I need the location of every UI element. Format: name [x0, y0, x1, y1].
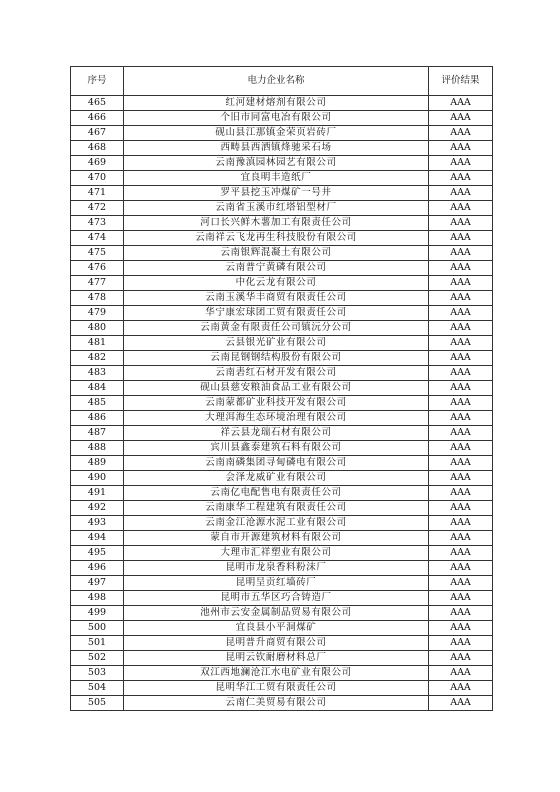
header-rating-result: 评价结果 [429, 67, 493, 96]
table-row [71, 291, 493, 306]
cell-serial-number: 467 [71, 126, 124, 141]
cell-company-name: 双江西地澜沧江水电矿业有限公司 [124, 666, 429, 681]
table-row [71, 486, 493, 501]
cell-company-name: 砚山县江那镇金荣页岩砖厂 [124, 126, 429, 141]
cell-company-name: 云县银光矿业有限公司 [124, 336, 429, 351]
cell-rating: AAA [429, 186, 493, 201]
cell-serial-number: 484 [71, 381, 124, 396]
cell-rating: AAA [429, 141, 493, 156]
cell-company-name: 罗平县挖玉冲煤矿一号井 [124, 186, 429, 201]
cell-rating: AAA [429, 651, 493, 666]
cell-company-name: 云南祥云飞龙再生科技股份有限公司 [124, 231, 429, 246]
cell-company-name: 云南银辉混凝土有限公司 [124, 246, 429, 261]
cell-serial-number: 502 [71, 651, 124, 666]
cell-serial-number: 492 [71, 501, 124, 516]
cell-company-name: 云南蒙都矿业科技开发有限公司 [124, 396, 429, 411]
cell-rating: AAA [429, 246, 493, 261]
table-row [71, 141, 493, 156]
cell-company-name: 云南豫滇园林园艺有限公司 [124, 156, 429, 171]
cell-serial-number: 479 [71, 306, 124, 321]
cell-rating: AAA [429, 471, 493, 486]
cell-rating: AAA [429, 276, 493, 291]
table-row [71, 336, 493, 351]
table-row [71, 591, 493, 606]
cell-serial-number: 495 [71, 546, 124, 561]
table-row [71, 126, 493, 141]
credit-rating-table [70, 66, 493, 711]
table-row [71, 201, 493, 216]
cell-company-name: 个旧市同富电冶有限公司 [124, 111, 429, 126]
cell-rating: AAA [429, 336, 493, 351]
cell-serial-number: 471 [71, 186, 124, 201]
table-row [71, 111, 493, 126]
cell-company-name: 大理洱海生态环境治理有限公司 [124, 411, 429, 426]
cell-rating: AAA [429, 636, 493, 651]
cell-rating: AAA [429, 411, 493, 426]
cell-serial-number: 490 [71, 471, 124, 486]
table-row [71, 561, 493, 576]
cell-company-name: 云南南磷集团寻甸磷电有限公司 [124, 456, 429, 471]
cell-rating: AAA [429, 456, 493, 471]
cell-serial-number: 499 [71, 606, 124, 621]
cell-rating: AAA [429, 591, 493, 606]
cell-rating: AAA [429, 381, 493, 396]
table-row [71, 456, 493, 471]
cell-company-name: 云南普宁黄磷有限公司 [124, 261, 429, 276]
cell-serial-number: 483 [71, 366, 124, 381]
cell-company-name: 红河建材熔剂有限公司 [124, 96, 429, 111]
cell-serial-number: 485 [71, 396, 124, 411]
cell-company-name: 云南金江沧源水泥工业有限公司 [124, 516, 429, 531]
table-row [71, 246, 493, 261]
table-row [71, 156, 493, 171]
cell-serial-number: 503 [71, 666, 124, 681]
cell-company-name: 华宁康宏球团工贸有限责任公司 [124, 306, 429, 321]
cell-serial-number: 497 [71, 576, 124, 591]
table-row [71, 546, 493, 561]
cell-company-name: 西畴县西洒镇烽驰采石场 [124, 141, 429, 156]
table-row [71, 576, 493, 591]
cell-rating: AAA [429, 351, 493, 366]
table-row [71, 366, 493, 381]
cell-rating: AAA [429, 681, 493, 696]
cell-rating: AAA [429, 231, 493, 246]
cell-rating: AAA [429, 426, 493, 441]
table-row [71, 501, 493, 516]
cell-rating: AAA [429, 126, 493, 141]
table-row [71, 636, 493, 651]
cell-company-name: 河口长兴鲜木薯加工有限责任公司 [124, 216, 429, 231]
cell-serial-number: 468 [71, 141, 124, 156]
cell-serial-number: 474 [71, 231, 124, 246]
header-company-name: 电力企业名称 [124, 67, 429, 96]
table-row [71, 171, 493, 186]
cell-company-name: 祥云县龙瑞石材有限公司 [124, 426, 429, 441]
cell-rating: AAA [429, 216, 493, 231]
cell-rating: AAA [429, 621, 493, 636]
cell-company-name: 云南康华工程建筑有限责任公司 [124, 501, 429, 516]
cell-serial-number: 482 [71, 351, 124, 366]
table-row [71, 231, 493, 246]
cell-rating: AAA [429, 561, 493, 576]
cell-company-name: 昆明市龙泉香料粉沫厂 [124, 561, 429, 576]
cell-company-name: 昆明华江工贸有限责任公司 [124, 681, 429, 696]
cell-serial-number: 494 [71, 531, 124, 546]
cell-rating: AAA [429, 171, 493, 186]
cell-company-name: 宾川县鑫泰建筑石料有限公司 [124, 441, 429, 456]
cell-serial-number: 478 [71, 291, 124, 306]
cell-rating: AAA [429, 261, 493, 276]
cell-serial-number: 498 [71, 591, 124, 606]
cell-serial-number: 501 [71, 636, 124, 651]
cell-serial-number: 470 [71, 171, 124, 186]
cell-company-name: 云南仁美贸易有限公司 [124, 696, 429, 711]
table-header-row [71, 67, 493, 96]
table-row [71, 321, 493, 336]
table-row [71, 531, 493, 546]
cell-serial-number: 488 [71, 441, 124, 456]
cell-rating: AAA [429, 291, 493, 306]
cell-rating: AAA [429, 501, 493, 516]
cell-company-name: 中化云龙有限公司 [124, 276, 429, 291]
cell-company-name: 宜良明丰造纸厂 [124, 171, 429, 186]
cell-company-name: 昆明普升商贸有限公司 [124, 636, 429, 651]
cell-rating: AAA [429, 156, 493, 171]
table-body [71, 96, 493, 711]
cell-serial-number: 496 [71, 561, 124, 576]
cell-rating: AAA [429, 606, 493, 621]
cell-serial-number: 473 [71, 216, 124, 231]
cell-company-name: 池州市云安金属制品贸易有限公司 [124, 606, 429, 621]
cell-serial-number: 481 [71, 336, 124, 351]
cell-serial-number: 476 [71, 261, 124, 276]
table-row [71, 681, 493, 696]
cell-serial-number: 493 [71, 516, 124, 531]
cell-serial-number: 475 [71, 246, 124, 261]
cell-company-name: 云南玉溪华丰商贸有限责任公司 [124, 291, 429, 306]
cell-rating: AAA [429, 321, 493, 336]
cell-rating: AAA [429, 486, 493, 501]
cell-rating: AAA [429, 441, 493, 456]
cell-rating: AAA [429, 366, 493, 381]
cell-company-name: 会泽龙威矿业有限公司 [124, 471, 429, 486]
cell-company-name: 宜良县小平洞煤矿 [124, 621, 429, 636]
cell-company-name: 云南砉红石材开发有限公司 [124, 366, 429, 381]
cell-company-name: 大理市汇祥塑业有限公司 [124, 546, 429, 561]
cell-rating: AAA [429, 576, 493, 591]
table-row [71, 651, 493, 666]
cell-company-name: 蒙自市开源建筑材料有限公司 [124, 531, 429, 546]
cell-rating: AAA [429, 306, 493, 321]
table-row [71, 426, 493, 441]
table-row [71, 516, 493, 531]
cell-serial-number: 480 [71, 321, 124, 336]
table-row [71, 276, 493, 291]
cell-serial-number: 487 [71, 426, 124, 441]
cell-company-name: 昆明呈贡红墙砖厂 [124, 576, 429, 591]
cell-company-name: 昆明云钦耐磨材料总厂 [124, 651, 429, 666]
cell-rating: AAA [429, 396, 493, 411]
cell-rating: AAA [429, 546, 493, 561]
cell-serial-number: 500 [71, 621, 124, 636]
cell-serial-number: 466 [71, 111, 124, 126]
cell-serial-number: 504 [71, 681, 124, 696]
cell-serial-number: 477 [71, 276, 124, 291]
cell-company-name: 云南黄金有限责任公司镇沅分公司 [124, 321, 429, 336]
cell-rating: AAA [429, 96, 493, 111]
cell-company-name: 云南昆钢钢结构股份有限公司 [124, 351, 429, 366]
cell-rating: AAA [429, 696, 493, 711]
table-row [71, 411, 493, 426]
table-row [71, 666, 493, 681]
cell-serial-number: 465 [71, 96, 124, 111]
table-row [71, 216, 493, 231]
cell-rating: AAA [429, 531, 493, 546]
cell-company-name: 云南省玉溪市红塔铝型材厂 [124, 201, 429, 216]
table-row [71, 261, 493, 276]
table-row [71, 396, 493, 411]
table-row [71, 621, 493, 636]
header-serial-number: 序号 [71, 67, 124, 96]
cell-serial-number: 489 [71, 456, 124, 471]
cell-serial-number: 469 [71, 156, 124, 171]
cell-rating: AAA [429, 516, 493, 531]
table-row [71, 696, 493, 711]
table-row [71, 606, 493, 621]
cell-company-name: 砚山县慈安粮油食品工业有限公司 [124, 381, 429, 396]
table-row [71, 381, 493, 396]
cell-serial-number: 486 [71, 411, 124, 426]
cell-company-name: 云南亿电配售电有限责任公司 [124, 486, 429, 501]
table-row [71, 306, 493, 321]
table-row [71, 96, 493, 111]
table-row [71, 441, 493, 456]
cell-company-name: 昆明市五华区巧合铸造厂 [124, 591, 429, 606]
table-row [71, 351, 493, 366]
cell-serial-number: 491 [71, 486, 124, 501]
cell-rating: AAA [429, 666, 493, 681]
cell-rating: AAA [429, 201, 493, 216]
table-row [71, 471, 493, 486]
cell-rating: AAA [429, 111, 493, 126]
cell-serial-number: 505 [71, 696, 124, 711]
cell-serial-number: 472 [71, 201, 124, 216]
table-row [71, 186, 493, 201]
